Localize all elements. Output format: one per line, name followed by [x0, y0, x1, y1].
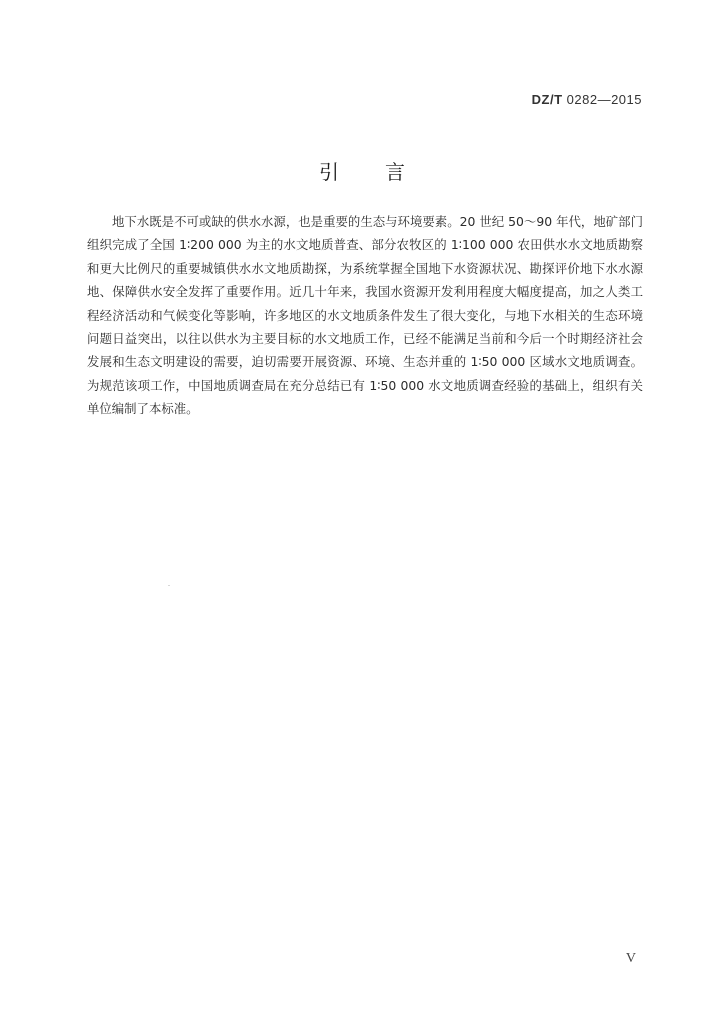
section-title-char-2: 言 [385, 160, 405, 184]
scan-speck [168, 585, 170, 586]
section-title [0, 156, 724, 185]
section-title-char-1: 引 [319, 160, 339, 184]
page-number: V [625, 951, 636, 966]
standard-code-prefix: DZ/T [531, 92, 563, 107]
introduction-paragraph: 地下水既是不可或缺的供水水源，也是重要的生态与环境要素。20 世纪 50～90 年代，地矿部门组织完成了全国 1∶200 000 为主的水文地质普查、部分农牧区的 1∶100 000 农田供水水文地质勘察和更大比例尺的重要城镇供水水文地质勘探，为系统掌握全国地下水资源状况、勘探评价地下水水源地、保障供水安全发挥了重要作用。近几十年来，我国水资源开发利用程度大幅度提高，加之人类工程经济活动和气候变化等影响，许多地区的水文地质条件发生了很大变化，与地下水相关的生态环境问题日益突出，以往以供水为主要目标的水文地质工作，已经不能满足当前和今后一个时期经济社会发展和生态文明建设的需要，迫切需要开展资源、环境、生态并重的 1∶50 000 区域水文地质调查。为规范该项工作，中国地质调查局在充分总结已有 1∶50 000 水文地质调查经验的基础上，组织有关单位编制了本标准。 [87, 214, 643, 417]
standard-code [532, 92, 642, 107]
standard-code-number: 0282—2015 [566, 92, 642, 107]
